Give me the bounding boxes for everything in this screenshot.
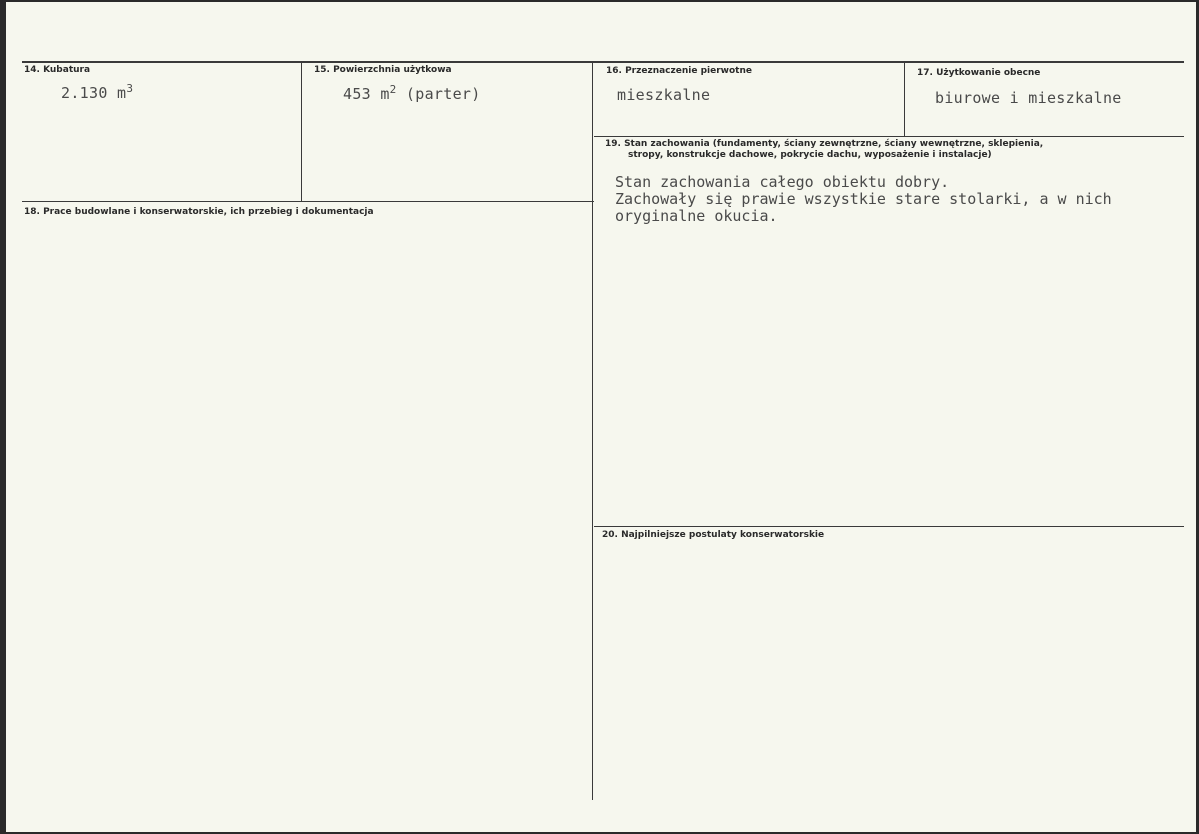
rule-above-20 [594, 526, 1184, 527]
field-14-value [61, 82, 133, 102]
divider-16-17 [904, 62, 905, 136]
rule-below-16-17 [594, 136, 1184, 137]
field-19-text [615, 174, 1112, 225]
field-14-value-text: 2.130 m [61, 84, 127, 102]
field-16-value: mieszkalne [617, 86, 711, 104]
field-15-value [343, 83, 481, 103]
divider-14-15 [301, 62, 302, 202]
field-15-value-sup: 2 [389, 83, 397, 96]
field-15-label: 15. Powierzchnia użytkowa [314, 65, 452, 75]
field-19-label-line1: 19. Stan zachowania (fundamenty, ściany zewnętrzne, ściany wewnętrzne, sklepienia, [605, 139, 1044, 149]
field-17-value: biurowe i mieszkalne [935, 89, 1122, 107]
field-19-text-line: Zachowały się prawie wszystkie stare stolarki, a w nich [615, 190, 1112, 208]
field-15-value-suffix: (parter) [396, 85, 481, 103]
field-15-value-text: 453 m [343, 85, 390, 103]
field-19-label-line2: stropy, konstrukcje dachowe, pokrycie dachu, wyposażenie i instalacje) [628, 150, 992, 160]
field-20-label: 20. Najpilniejsze postulaty konserwatorskie [602, 530, 825, 540]
rule-below-kubatura [22, 201, 594, 202]
field-18-label: 18. Prace budowlane i konserwatorskie, ich przebieg i dokumentacja [24, 207, 374, 217]
field-14-label: 14. Kubatura [24, 65, 91, 75]
field-14-value-sup: 3 [126, 82, 134, 95]
field-17-label: 17. Użytkowanie obecne [917, 68, 1041, 78]
record-card [6, 2, 1196, 832]
field-19-text-line: oryginalne okucia. [615, 207, 778, 225]
field-16-label: 16. Przeznaczenie pierwotne [606, 66, 752, 76]
top-rule [22, 61, 1184, 63]
field-19-text-line: Stan zachowania całego obiektu dobry. [615, 173, 950, 191]
divider-main [592, 62, 593, 800]
